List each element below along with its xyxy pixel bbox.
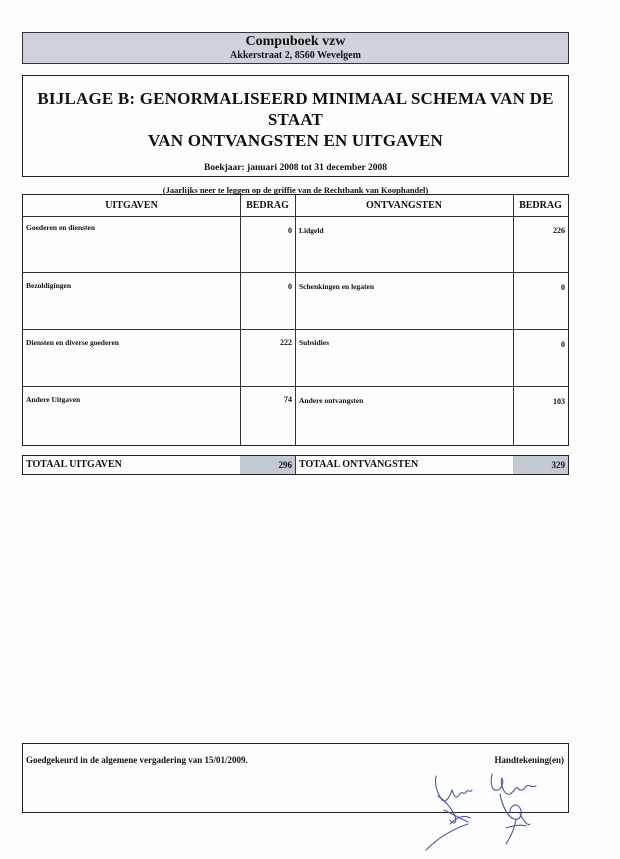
header-divider bbox=[23, 216, 568, 217]
total-expenses-value: 296 bbox=[240, 456, 295, 474]
header-bedrag-expenses: BEDRAG bbox=[246, 200, 289, 211]
title-line-1: BIJLAGE B: GENORMALISEERD MINIMAAL SCHEMA VAN DE STAAT bbox=[37, 89, 554, 129]
expense-value: 0 bbox=[288, 226, 292, 235]
income-value: 0 bbox=[561, 283, 565, 292]
income-label: Andere ontvangsten bbox=[299, 396, 364, 405]
expense-label: Andere Uitgaven bbox=[26, 395, 81, 404]
total-expenses-label: TOTAAL UITGAVEN bbox=[26, 459, 122, 470]
row-divider bbox=[23, 272, 568, 273]
column-divider bbox=[295, 456, 296, 474]
income-value: 103 bbox=[553, 397, 565, 406]
expense-label: Bezoldigingen bbox=[26, 281, 72, 290]
document-title bbox=[23, 88, 568, 151]
total-income-label: TOTAAL ONTVANGSTEN bbox=[299, 459, 419, 470]
income-label: Subsidies bbox=[299, 338, 330, 347]
approval-text: Goedgekeurd in de algemene vergadering van 15/01/2009. bbox=[26, 755, 248, 765]
fiscal-year: Boekjaar: januari 2008 tot 31 december 2008 bbox=[204, 163, 387, 173]
statement-table bbox=[22, 194, 569, 446]
handwritten-signature bbox=[420, 766, 560, 856]
header-bedrag-income: BEDRAG bbox=[519, 200, 562, 211]
organization-address: Akkerstraat 2, 8560 Wevelgem bbox=[230, 50, 361, 61]
expense-value: 0 bbox=[288, 282, 292, 291]
total-income-value: 329 bbox=[513, 456, 568, 474]
filing-note: (Jaarlijks neer te leggen op de griffie van de Rechtbank van Koophandel) bbox=[162, 185, 429, 195]
expense-label: Goederen en diensten bbox=[26, 223, 96, 232]
row-divider bbox=[23, 329, 568, 330]
signature-label: Handtekening(en) bbox=[494, 755, 564, 765]
income-label: Lidgeld bbox=[299, 226, 324, 235]
expense-label: Diensten en diverse goederen bbox=[26, 338, 119, 347]
title-line-2: VAN ONTVANGSTEN EN UITGAVEN bbox=[148, 131, 443, 150]
column-divider bbox=[295, 195, 296, 445]
expense-value: 222 bbox=[280, 338, 292, 347]
organization-name: Compuboek vzw bbox=[245, 34, 346, 49]
organization-header bbox=[22, 32, 569, 64]
income-value: 0 bbox=[561, 340, 565, 349]
income-label: Schenkingen en legaten bbox=[299, 282, 375, 291]
document-title-box bbox=[22, 75, 569, 195]
income-value: 226 bbox=[553, 226, 565, 235]
header-uitgaven: UITGAVEN bbox=[105, 200, 158, 211]
expense-value: 74 bbox=[284, 395, 292, 404]
header-ontvangsten: ONTVANGSTEN bbox=[366, 200, 442, 211]
totals-row bbox=[22, 455, 569, 475]
row-divider bbox=[23, 386, 568, 387]
